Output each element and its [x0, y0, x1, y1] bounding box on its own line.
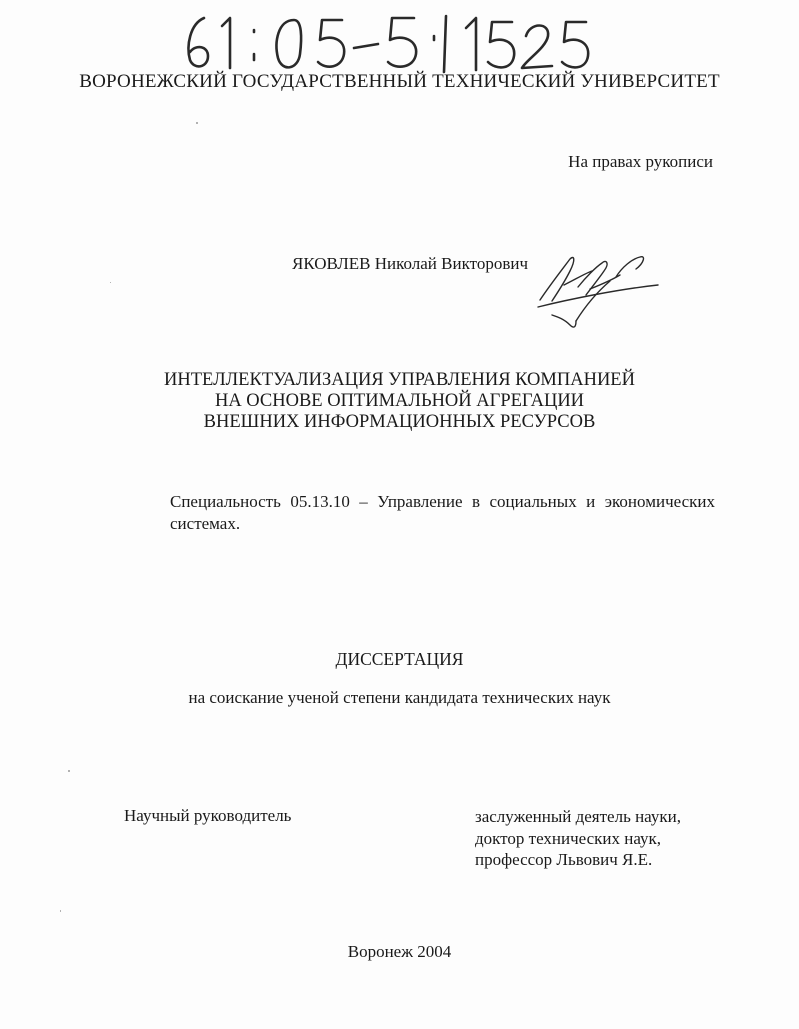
- degree-statement: на соискание ученой степени кандидата технических наук: [188, 688, 611, 707]
- city-and-year: Воронеж 2004: [347, 942, 452, 961]
- supervisor-label: Научный руководитель: [124, 806, 292, 825]
- dissertation-title: [0, 370, 799, 433]
- scan-speck: [110, 282, 111, 283]
- scan-speck: [196, 122, 198, 124]
- university-name: ВОРОНЕЖСКИЙ ГОСУДАРСТВЕННЫЙ ТЕХНИЧЕСКИЙ УНИВЕРСИТЕТ: [79, 71, 720, 92]
- author-signature: [530, 245, 665, 335]
- specialty-statement: Специальность 05.13.10 – Управление в социальных и экономических системах.: [170, 492, 715, 533]
- title-line: НА ОСНОВЕ ОПТИМАЛЬНОЙ АГРЕГАЦИИ: [214, 391, 585, 411]
- supervisor-line: заслуженный деятель науки,: [475, 807, 681, 826]
- manuscript-rights-note: На правах рукописи: [568, 152, 713, 171]
- scan-speck: [60, 910, 61, 912]
- supervisor-line: доктор технических наук,: [475, 828, 662, 848]
- scan-speck: [68, 770, 70, 772]
- title-line: ИНТЕЛЛЕКТУАЛИЗАЦИЯ УПРАВЛЕНИЯ КОМПАНИЕЙ: [164, 370, 635, 390]
- title-line: ВНЕШНИХ ИНФОРМАЦИОННЫХ РЕСУРСОВ: [203, 412, 596, 432]
- document-type-heading: ДИССЕРТАЦИЯ: [335, 649, 464, 669]
- author-name: ЯКОВЛЕВ Николай Викторович: [292, 254, 528, 273]
- supervisor-credentials: [475, 806, 681, 871]
- supervisor-line: профессор Львович Я.Е.: [475, 850, 653, 869]
- handwritten-code-image: [182, 12, 602, 74]
